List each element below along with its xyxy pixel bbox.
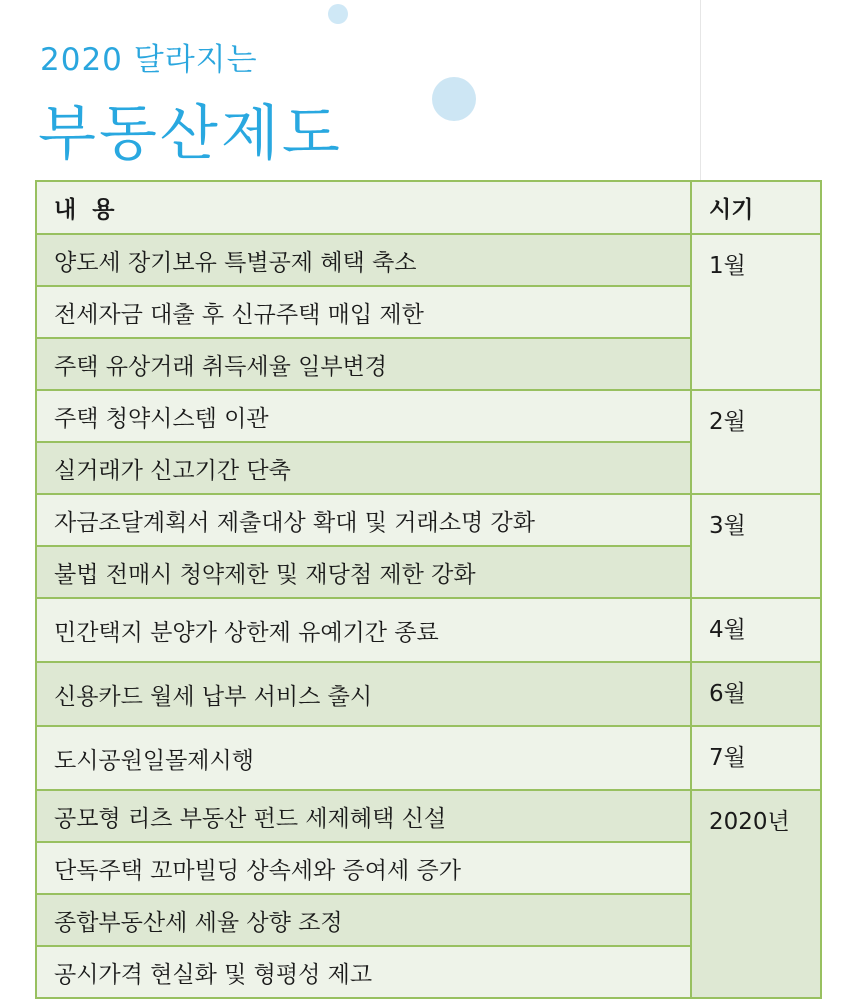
row-timing: 7월 (691, 726, 821, 790)
decorative-bubble-small (328, 4, 348, 24)
row-content: 단독주택 꼬마빌딩 상속세와 증여세 증가 (36, 842, 691, 894)
row-timing: 2020년 (691, 790, 821, 998)
table-row (36, 234, 821, 286)
row-timing: 1월 (691, 234, 821, 390)
row-content: 자금조달계획서 제출대상 확대 및 거래소명 강화 (36, 494, 691, 546)
row-content: 도시공원일몰제시행 (36, 726, 691, 790)
row-content: 주택 청약시스템 이관 (36, 390, 691, 442)
table-row (36, 494, 821, 546)
row-content: 주택 유상거래 취득세율 일부변경 (36, 338, 691, 390)
table-row (36, 390, 821, 442)
row-timing: 6월 (691, 662, 821, 726)
row-content: 공모형 리츠 부동산 펀드 세제혜택 신설 (36, 790, 691, 842)
row-timing: 3월 (691, 494, 821, 598)
row-content: 불법 전매시 청약제한 및 재당첨 제한 강화 (36, 546, 691, 598)
decorative-bubble-large (432, 77, 476, 121)
column-header-content: 내 용 (36, 181, 691, 234)
divider-line (700, 0, 701, 180)
row-content: 종합부동산세 세율 상향 조정 (36, 894, 691, 946)
page-title: 부동산제도 (38, 99, 343, 169)
row-content: 민간택지 분양가 상한제 유예기간 종료 (36, 598, 691, 662)
policy-table (35, 180, 822, 999)
row-content: 실거래가 신고기간 단축 (36, 442, 691, 494)
row-content: 공시가격 현실화 및 형평성 제고 (36, 946, 691, 998)
row-timing: 2월 (691, 390, 821, 494)
table-row (36, 790, 821, 842)
column-header-timing: 시기 (691, 181, 821, 234)
page-subtitle: 2020 달라지는 (40, 42, 258, 78)
table-header-row (36, 181, 821, 234)
row-content: 신용카드 월세 납부 서비스 출시 (36, 662, 691, 726)
table-row (36, 598, 821, 662)
row-content: 전세자금 대출 후 신규주택 매입 제한 (36, 286, 691, 338)
row-timing: 4월 (691, 598, 821, 662)
table-row (36, 726, 821, 790)
row-content: 양도세 장기보유 특별공제 혜택 축소 (36, 234, 691, 286)
table-row (36, 662, 821, 726)
